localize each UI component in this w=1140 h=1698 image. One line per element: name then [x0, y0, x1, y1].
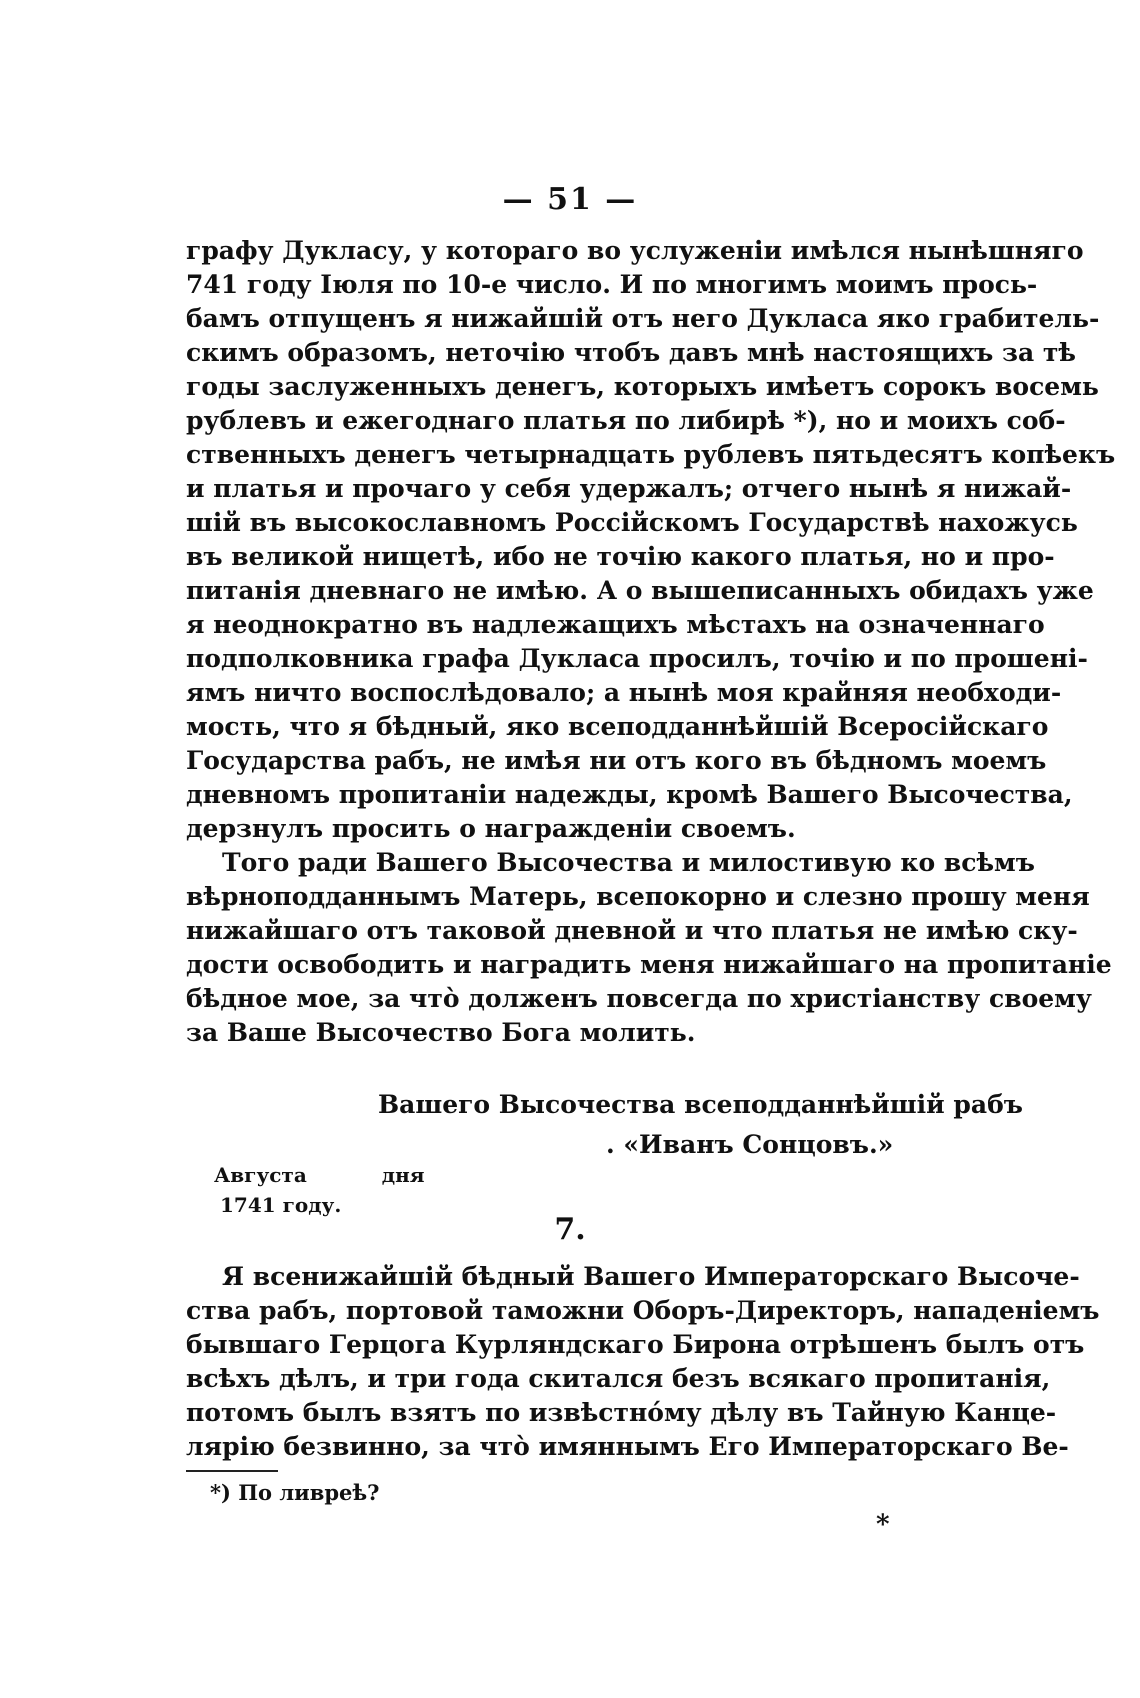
- text-line: и платья и прочаго у себя удержалъ; отчего нынѣ я нижай-: [186, 474, 1072, 503]
- text-line: питанія дневнаго не имѣю. А о вышеписанныхъ обидахъ уже: [186, 576, 1094, 605]
- text-line: всѣхъ дѣлъ, и три года скитался безъ всякаго пропитанія,: [186, 1364, 1051, 1393]
- text-line: въ великой нищетѣ, ибо не точію какого платья, но и про-: [186, 542, 1055, 571]
- text-line: нижайшаго отъ таковой дневной и что платья не имѣю ску-: [186, 916, 1078, 945]
- text-line: дерзнулъ просить о награжденіи своемъ.: [186, 814, 796, 843]
- signatory-name: . «Иванъ Сонцовъ.»: [606, 1130, 894, 1159]
- text-line: 741 году Іюля по 10-е число. И по многимъ моимъ прось-: [186, 270, 1038, 299]
- text-line: ства рабъ, портовой таможни Оборъ-Директоръ, нападеніемъ: [186, 1296, 1100, 1325]
- date-line-month: [214, 1160, 425, 1190]
- text-line: я неоднократно въ надлежащихъ мѣстахъ на означеннаго: [186, 610, 1045, 639]
- page-number: — 51 —: [502, 182, 638, 217]
- text-line: Я всенижайшій бѣдный Вашего Императорскаго Высоче-: [222, 1262, 1080, 1291]
- paragraph-petition: [186, 846, 1112, 1050]
- text-line: лярію безвинно, за что̀ имяннымъ Его Императорскаго Ве-: [186, 1432, 1069, 1461]
- text-line: подполковника графа Дукласа просилъ, точію и по прошені-: [186, 644, 1088, 673]
- text-line: бѣдное мое, за что̀ долженъ повсегда по христіанству своему: [186, 984, 1092, 1013]
- paragraph-letter-continuation: [186, 234, 1116, 846]
- text-line: мость, что я бѣдный, яко всеподданнѣйшій Всеросійскаго: [186, 712, 1049, 741]
- section-number: 7.: [554, 1212, 586, 1247]
- date-month: Августа: [214, 1163, 307, 1187]
- text-line: дневномъ пропитаніи надежды, кромѣ Вашего Высочества,: [186, 780, 1073, 809]
- text-line: Того ради Вашего Высочества и милостивую ко всѣмъ: [222, 848, 1035, 877]
- signature-mark: *: [876, 1510, 890, 1540]
- text-line: Государства рабъ, не имѣя ни отъ кого въ бѣдномъ моемъ: [186, 746, 1047, 775]
- footnote: *) По ливреѣ?: [210, 1480, 380, 1505]
- text-line: годы заслуженныхъ денегъ, которыхъ имѣетъ сорокъ восемь: [186, 372, 1099, 401]
- text-line: потомъ былъ взятъ по извѣстно́му дѣлу въ Тайную Канце-: [186, 1398, 1057, 1427]
- date-day-word: дня: [381, 1163, 425, 1187]
- text-line: скимъ образомъ, неточію чтобъ давъ мнѣ настоящихъ за тѣ: [186, 338, 1076, 367]
- text-line: бывшаго Герцога Курляндскаго Бирона отрѣшенъ былъ отъ: [186, 1330, 1085, 1359]
- text-line: ственныхъ денегъ четырнадцать рублевъ пятьдесятъ копѣекъ: [186, 440, 1116, 469]
- text-line: шій въ высокославномъ Россійскомъ Государствѣ нахожусь: [186, 508, 1078, 537]
- text-line: ямъ ничто воспослѣдовало; а нынѣ моя крайняя необходи-: [186, 678, 1062, 707]
- closing-title: Вашего Высочества всеподданнѣйшій рабъ: [378, 1090, 1023, 1119]
- text-line: за Ваше Высочество Бога молить.: [186, 1018, 696, 1047]
- text-line: дости освободить и наградить меня нижайшаго на пропитаніе: [186, 950, 1112, 979]
- text-line: рублевъ и ежегоднаго платья по либирѣ *), но и моихъ соб-: [186, 406, 1066, 435]
- paragraph-section-7: [186, 1260, 1100, 1464]
- date-block: [214, 1160, 425, 1220]
- date-year: 1741 году.: [220, 1193, 342, 1217]
- text-line: бамъ отпущенъ я нижайшій отъ него Дукласа яко грабитель-: [186, 304, 1100, 333]
- footnote-divider: [186, 1470, 278, 1472]
- text-line: вѣрноподданнымъ Матерь, всепокорно и слезно прошу меня: [186, 882, 1090, 911]
- text-line: графу Дукласу, у котораго во услуженіи имѣлся нынѣшняго: [186, 236, 1084, 265]
